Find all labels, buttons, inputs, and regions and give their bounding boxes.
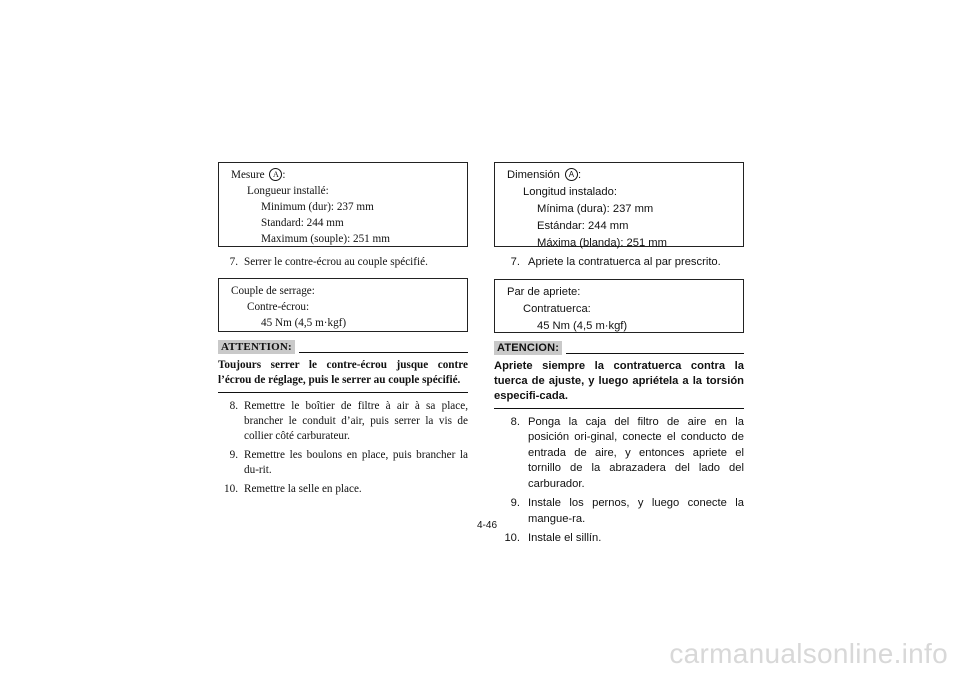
caution-text: Toujours serrer le contre-écrou jusque contre l’écrou de réglage, puis le serrer au couple spécifié. [218, 359, 468, 386]
spec-line: Estándar: 244 mm [537, 220, 629, 232]
circled-a-mark: A [565, 168, 578, 181]
spec-title: Dimensión [507, 169, 560, 181]
caution-label: ATENCION: [494, 341, 562, 355]
circled-a-mark: A [269, 168, 282, 181]
spec-line: Máxima (blanda): 251 mm [537, 237, 667, 249]
french-column [218, 162, 468, 497]
spec-line: Minimum (dur): 237 mm [261, 201, 374, 213]
divider [218, 392, 468, 393]
caution-label: ATTENTION: [218, 340, 295, 354]
watermark: carmanualsonline.info [669, 638, 948, 669]
divider [566, 353, 744, 354]
divider [299, 352, 468, 353]
measurement-spec-box: Mesure A : Longueur installé: Minimum (dur): 237 mm Standard: 244 mm Maximum (souple): 251 mm [218, 162, 468, 247]
divider [494, 408, 744, 409]
spanish-column [494, 162, 744, 547]
caution-header [494, 341, 744, 355]
step-item: 10. Instale el sillín. [504, 532, 602, 544]
step-item: 8. Remettre le boîtier de filtre à air à sa place, brancher le conduit d’air, puis serrer la vis de collier côté carburateur. [229, 400, 468, 442]
caution-text: Apriete siempre la contratuerca contra la tuerca de ajuste, y luego apriételа a la torsión especifi-cada. [494, 359, 744, 402]
measurement-spec-box: Dimensión A : Longitud instalado: Mínima (dura): 237 mm Estándar: 244 mm Máxima (blanda): 251 mm [494, 162, 744, 247]
step-item: 9. Remettre les boulons en place, puis brancher la du-rit. [229, 449, 468, 476]
step-item: 9. Instale los pernos, y luego conecte la mangue-ra. [510, 497, 744, 525]
torque-spec-box: Par de apriete: Contratuerca: 45 Nm (4,5 m·kgf) [494, 279, 744, 333]
spec-subtitle: Longueur installé: [247, 185, 329, 197]
step-item: 7. Serrer le contre-écrou au couple spécifié. [229, 256, 428, 268]
step-item: 10. Remettre la selle en place. [224, 483, 362, 495]
spec-line: Standard: 244 mm [261, 217, 344, 229]
spec-line: Mínima (dura): 237 mm [537, 203, 654, 215]
step-item: 8. Ponga la caja del filtro de aire en la posición ori-ginal, conecte el conducto de entrada de aire, y entonces apriete el tornillo de la abrazadera del lado del carburador. [510, 415, 744, 490]
caution-header [218, 340, 468, 354]
page-number: 4-46 [476, 520, 497, 531]
spec-subtitle: Longitud instalado: [523, 186, 617, 198]
step-item: 7. Apriete la contratuerca al par prescrito. [510, 256, 721, 268]
spec-line: Maximum (souple): 251 mm [261, 233, 390, 245]
spec-title: Mesure [231, 169, 265, 181]
torque-spec-box: Couple de serrage: Contre-écrou: 45 Nm (4,5 m·kgf) [218, 278, 468, 332]
